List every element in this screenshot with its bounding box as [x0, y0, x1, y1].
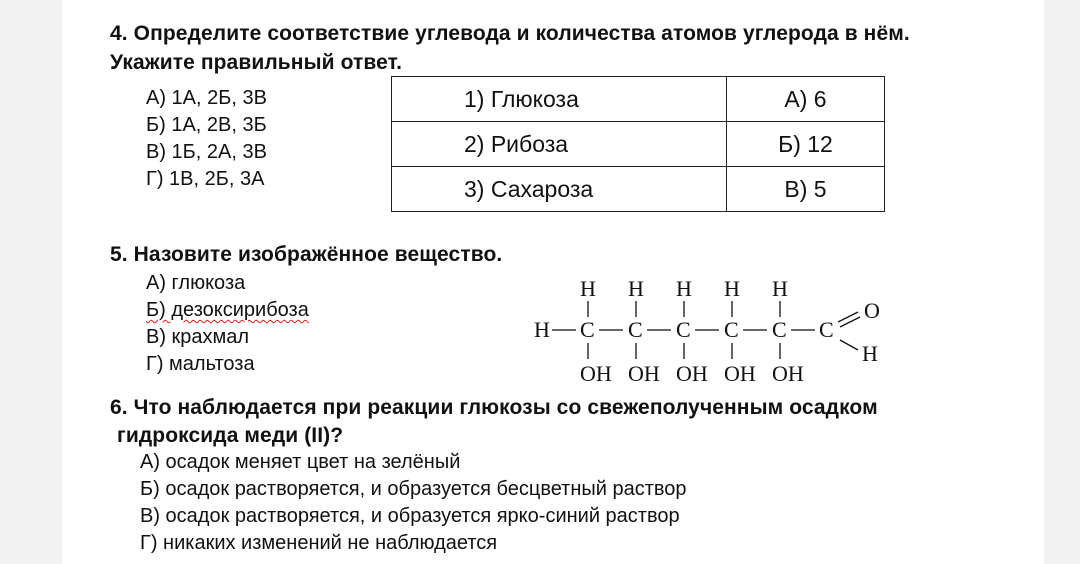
carbon-count-cell: А) 6 [727, 77, 885, 122]
formula-atom: H [724, 276, 740, 301]
bond-line [840, 340, 858, 350]
table-row [392, 122, 885, 167]
table-row [392, 77, 885, 122]
carbon-count-cell: Б) 12 [727, 122, 885, 167]
q6-option-c[interactable]: В) осадок растворяется, и образуется ярко-синий раствор [140, 505, 680, 527]
carbohydrate-cell: 2) Рибоза [392, 122, 727, 167]
formula-atom: C [628, 317, 643, 342]
formula-atom: C [819, 317, 834, 342]
q4-title-line2: Укажите правильный ответ. [110, 51, 403, 74]
formula-atom: H [676, 276, 692, 301]
formula-atom: H [628, 276, 644, 301]
carbohydrate-cell: 3) Сахароза [392, 167, 727, 212]
formula-group: OH [724, 361, 756, 386]
q6-option-b[interactable]: Б) осадок растворяется, и образуется бесцветный раствор [140, 478, 687, 500]
formula-atom: O [864, 298, 880, 323]
q6-title-line2: гидроксида меди (II)? [117, 424, 344, 447]
q6-option-d[interactable]: Г) никаких изменений не наблюдается [140, 532, 498, 554]
table-row [392, 167, 885, 212]
q5-option-d[interactable]: Г) мальтоза [146, 353, 255, 375]
formula-atom: H [862, 341, 878, 366]
formula-group: OH [772, 361, 804, 386]
q4-matching-table [391, 76, 885, 212]
q5-option-b-text: Б) дезоксирибоза [146, 299, 309, 321]
q5-option-a[interactable]: А) глюкоза [146, 272, 246, 294]
formula-atom: H [772, 276, 788, 301]
q6-title-line1: 6. Что наблюдается при реакции глюкозы со свежеполученным осадком [110, 396, 878, 419]
formula-group: OH [580, 361, 612, 386]
formula-atom: C [724, 317, 739, 342]
formula-atom: C [676, 317, 691, 342]
carbohydrate-cell: 1) Глюкоза [392, 77, 727, 122]
structural-formula [520, 270, 920, 390]
q5-option-b[interactable] [146, 299, 309, 322]
formula-group: OH [676, 361, 708, 386]
q4-option-c[interactable]: В) 1Б, 2А, 3В [146, 141, 267, 163]
formula-group: OH [628, 361, 660, 386]
formula-atom: H [580, 276, 596, 301]
carbon-count-cell: В) 5 [727, 167, 885, 212]
q4-option-a[interactable]: А) 1А, 2Б, 3В [146, 87, 267, 109]
q5-title: 5. Назовите изображённое вещество. [110, 243, 503, 266]
q4-option-b[interactable]: Б) 1А, 2В, 3Б [146, 114, 267, 136]
q5-option-c[interactable]: В) крахмал [146, 326, 250, 348]
formula-atom: C [580, 317, 595, 342]
formula-atom: C [772, 317, 787, 342]
q4-title-line1: 4. Определите соответствие углевода и количества атомов углерода в нём. [110, 22, 910, 45]
q4-option-d[interactable]: Г) 1В, 2Б, 3А [146, 168, 265, 190]
formula-atom: H [534, 317, 550, 342]
double-bond-line [838, 312, 858, 322]
double-bond-line [840, 317, 860, 327]
q6-option-a[interactable]: А) осадок меняет цвет на зелёный [140, 451, 461, 473]
